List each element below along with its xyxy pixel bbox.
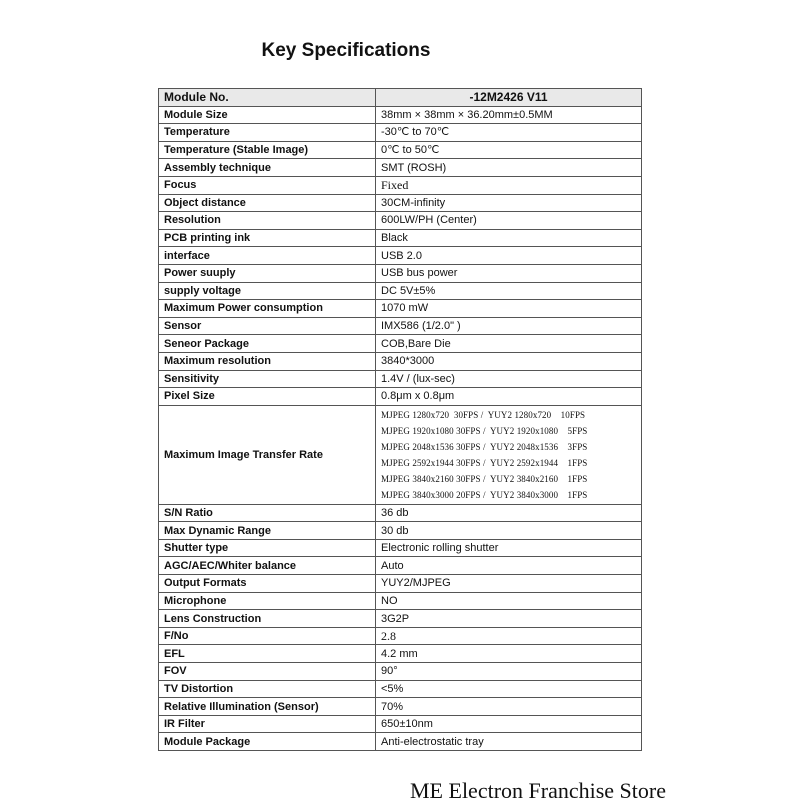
table-row	[159, 388, 642, 406]
spec-value: IMX586 (1/2.0" )	[376, 317, 642, 335]
spec-value: 36 db	[376, 504, 642, 522]
table-row	[159, 124, 642, 142]
spec-label: Sensor	[159, 317, 376, 335]
spec-label: EFL	[159, 645, 376, 663]
spec-value: 3G2P	[376, 610, 642, 628]
table-row	[159, 264, 642, 282]
spec-value: 1070 mW	[376, 300, 642, 318]
spec-label: supply voltage	[159, 282, 376, 300]
spec-label: Power suuply	[159, 264, 376, 282]
transfer-rate-line: MJPEG 1280x720 30FPS / YUY2 1280x720 10FPS	[381, 409, 586, 420]
spec-label: Maximum Image Transfer Rate	[159, 405, 376, 504]
spec-label: PCB printing ink	[159, 229, 376, 247]
store-watermark: ME Electron Franchise Store	[410, 778, 666, 803]
spec-label: Resolution	[159, 212, 376, 230]
spec-label: Seneor Package	[159, 335, 376, 353]
spec-value: USB 2.0	[376, 247, 642, 265]
transfer-rate-line: MJPEG 2048x1536 30FPS / YUY2 2048x1536 3FPS	[381, 441, 588, 452]
table-row	[159, 698, 642, 716]
table-row	[159, 715, 642, 733]
transfer-rate-line: MJPEG 1920x1080 30FPS / YUY2 1920x1080 5FPS	[381, 425, 588, 436]
page-title: Key Specifications	[261, 40, 431, 61]
spec-label: TV Distortion	[159, 680, 376, 698]
spec-label: F/No	[159, 627, 376, 645]
spec-value: Electronic rolling shutter	[376, 539, 642, 557]
table-row	[159, 557, 642, 575]
spec-label: Assembly technique	[159, 159, 376, 177]
spec-label: Lens Construction	[159, 610, 376, 628]
spec-label: Module Package	[159, 733, 376, 751]
table-row	[159, 504, 642, 522]
table-row	[159, 317, 642, 335]
spec-value: 3840*3000	[376, 352, 642, 370]
table-row	[159, 300, 642, 318]
spec-value: Fixed	[376, 176, 642, 194]
table-row	[159, 352, 642, 370]
table-row	[159, 282, 642, 300]
spec-label: Microphone	[159, 592, 376, 610]
spec-label: Output Formats	[159, 575, 376, 593]
spec-table	[158, 88, 642, 751]
spec-value: USB bus power	[376, 264, 642, 282]
spec-label: Maximum Power consumption	[159, 300, 376, 318]
spec-value: YUY2/MJPEG	[376, 575, 642, 593]
table-row	[159, 176, 642, 194]
transfer-rate-line: MJPEG 3840x3000 20FPS / YUY2 3840x3000 1FPS	[381, 489, 588, 500]
spec-value: 650±10nm	[376, 715, 642, 733]
spec-value: -12M2426 V11	[376, 89, 642, 107]
spec-value-transfer-rates	[376, 405, 642, 504]
table-row	[159, 159, 642, 177]
spec-value: Anti-electrostatic tray	[376, 733, 642, 751]
spec-value: 30CM-infinity	[376, 194, 642, 212]
spec-label: Temperature (Stable Image)	[159, 141, 376, 159]
spec-value: COB,Bare Die	[376, 335, 642, 353]
spec-label: Temperature	[159, 124, 376, 142]
spec-label: Maximum resolution	[159, 352, 376, 370]
spec-value: Auto	[376, 557, 642, 575]
table-row	[159, 539, 642, 557]
spec-table-body	[159, 89, 642, 751]
spec-value: SMT (ROSH)	[376, 159, 642, 177]
spec-value: 38mm × 38mm × 36.20mm±0.5MM	[376, 106, 642, 124]
table-row	[159, 575, 642, 593]
table-row	[159, 370, 642, 388]
table-row	[159, 194, 642, 212]
table-row	[159, 522, 642, 540]
spec-value: 0℃ to 50℃	[376, 141, 642, 159]
spec-value: Black	[376, 229, 642, 247]
spec-value: 600LW/PH (Center)	[376, 212, 642, 230]
spec-label: Object distance	[159, 194, 376, 212]
spec-value: -30℃ to 70℃	[376, 124, 642, 142]
table-row	[159, 335, 642, 353]
table-row	[159, 106, 642, 124]
spec-label: Module Size	[159, 106, 376, 124]
spec-label: Pixel Size	[159, 388, 376, 406]
spec-label: S/N Ratio	[159, 504, 376, 522]
spec-value: <5%	[376, 680, 642, 698]
table-row	[159, 733, 642, 751]
table-row	[159, 247, 642, 265]
table-row	[159, 141, 642, 159]
table-row	[159, 592, 642, 610]
spec-value: 4.2 mm	[376, 645, 642, 663]
table-row-transfer-rate	[159, 405, 642, 504]
spec-label: Module No.	[159, 89, 376, 107]
table-row	[159, 680, 642, 698]
spec-label: Sensitivity	[159, 370, 376, 388]
spec-value: 1.4V / (lux-sec)	[376, 370, 642, 388]
table-row	[159, 610, 642, 628]
table-row	[159, 212, 642, 230]
spec-value: 2.8	[376, 627, 642, 645]
transfer-rate-line: MJPEG 2592x1944 30FPS / YUY2 2592x1944 1FPS	[381, 457, 588, 468]
transfer-rate-line: MJPEG 3840x2160 30FPS / YUY2 3840x2160 1FPS	[381, 473, 588, 484]
spec-label: FOV	[159, 663, 376, 681]
spec-label: IR Filter	[159, 715, 376, 733]
spec-value: 0.8μm x 0.8μm	[376, 388, 642, 406]
table-row	[159, 627, 642, 645]
spec-value: NO	[376, 592, 642, 610]
spec-label: interface	[159, 247, 376, 265]
table-row	[159, 663, 642, 681]
spec-label: Focus	[159, 176, 376, 194]
spec-label: Shutter type	[159, 539, 376, 557]
table-row	[159, 229, 642, 247]
spec-value: 90°	[376, 663, 642, 681]
table-header-row	[159, 89, 642, 107]
spec-value: 30 db	[376, 522, 642, 540]
spec-value: 70%	[376, 698, 642, 716]
spec-value: DC 5V±5%	[376, 282, 642, 300]
spec-label: Max Dynamic Range	[159, 522, 376, 540]
table-row	[159, 645, 642, 663]
spec-label: AGC/AEC/Whiter balance	[159, 557, 376, 575]
spec-label: Relative Illumination (Sensor)	[159, 698, 376, 716]
